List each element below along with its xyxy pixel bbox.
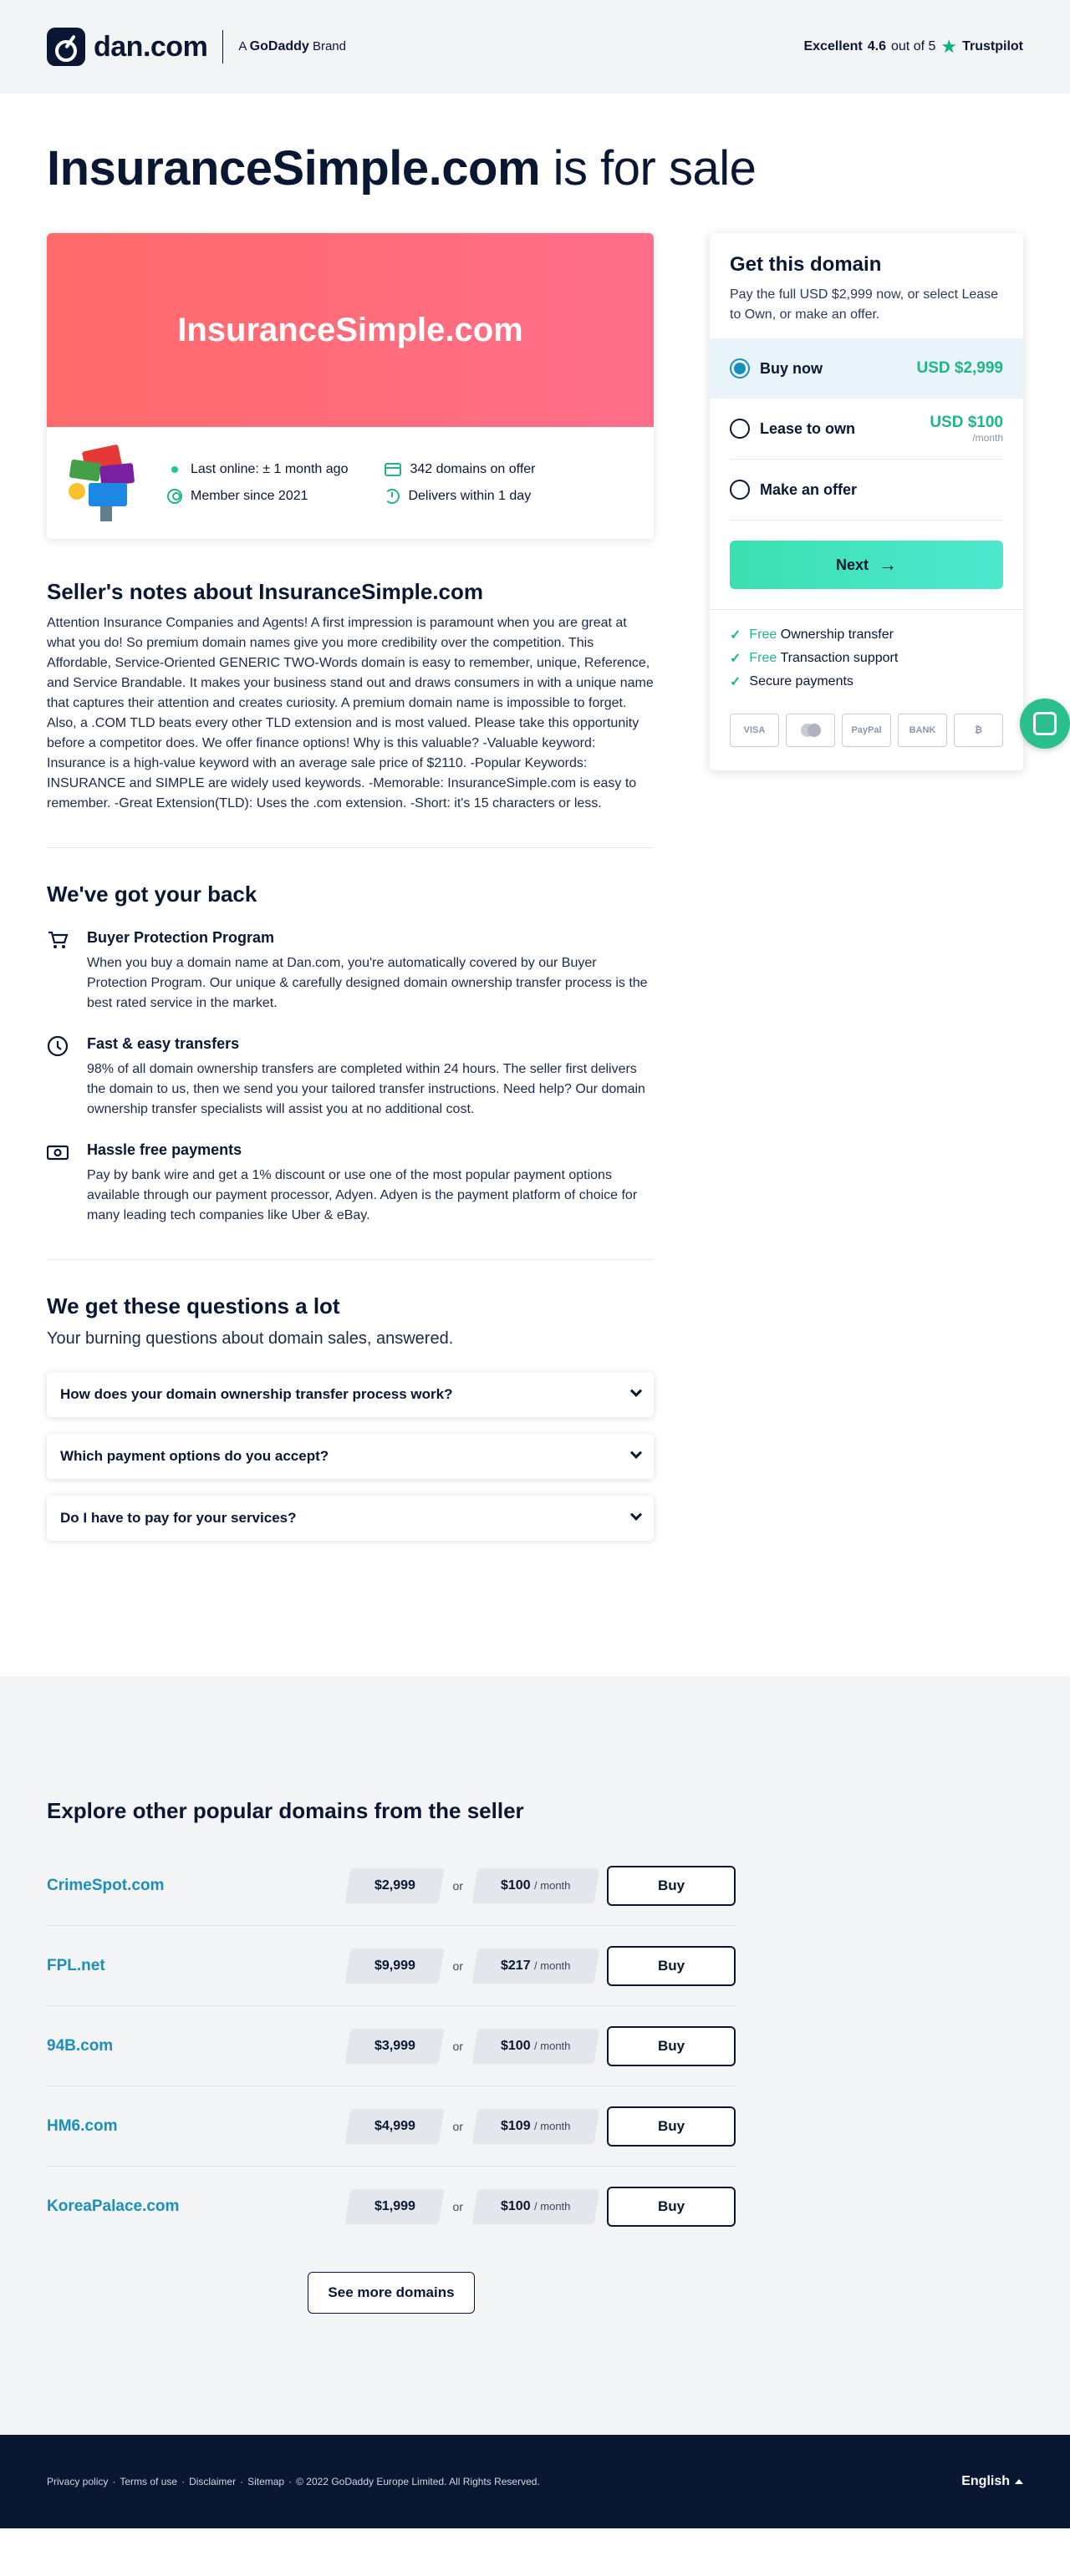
hassle-free-payments	[47, 1141, 654, 1226]
domain-row: CrimeSpot.com $2,999 or $100 / month Buy	[47, 1846, 736, 1926]
domains-on-offer[interactable]: 342 domains on offer	[385, 462, 535, 477]
back-item-title: Fast & easy transfers	[87, 1035, 240, 1052]
delivery-time: Delivers within 1 day	[385, 489, 535, 504]
lease-pill: $100 / month	[471, 2189, 599, 2224]
domain-row: FPL.net $9,999 or $217 / month Buy	[47, 1926, 736, 2006]
mastercard-icon	[786, 714, 835, 747]
buy-button[interactable]: Buy	[607, 2187, 736, 2227]
buybox-desc: Pay the full USD $2,999 now, or select Lease to Own, or make an offer.	[730, 287, 999, 322]
explore-section	[0, 1676, 1070, 2435]
divider	[47, 847, 654, 848]
buy-button[interactable]: Buy	[607, 2026, 736, 2066]
back-item-text: 98% of all domain ownership transfers are completed within 24 hours. The seller first delivers the domain to us, then we send you your tailored transfer instructions. Need help? Our domain ownership transfer specialists will assist you at no additional cost.	[87, 1062, 645, 1116]
seller-notes-body: Attention Insurance Companies and Agents! A first impression is paramount when you are great at what you do! So premium domain names give you more credibility over the competition. This Affordable, Service-Oriented GENERIC TWO-Words domain is easy to remember, unique, Reference, and Service Brandable. It makes your business stand out and draws consumers in with a unique name that captures their attention and creates curiosity. A premium domain name is impossible to forget. Also, a .COM TLD beats every other TLD extension and is most valued. Please take this opportunity before a competitor does. We offer finance options! Why is this valuable? -Valuable keyword: Insurance is a high-value keyword with an average sale price of $2110. -Popular Keywords: INSURANCE and SIMPLE are widely used keywords. -Memorable: InsuranceSimple.com is easy to remember. -Great Extension(TLD): Uses the .com extension. -Short: it's 15 characters or less.	[47, 616, 654, 810]
paypal-icon: PayPal	[842, 714, 891, 747]
buy-now-price: USD $2,999	[916, 359, 1003, 377]
domain-list	[47, 1846, 736, 2247]
check-icon: ✓	[730, 675, 741, 689]
footer-links: Privacy policy · Terms of use · Disclaimer · Sitemap · © 2022 GoDaddy Europe Limited. All Rights Reserved.	[47, 2476, 540, 2487]
brand-suffix: Brand	[312, 39, 346, 53]
cart-icon	[47, 929, 69, 951]
lease-price: USD $100 /month	[930, 414, 1003, 444]
lease-pill: $100 / month	[471, 1868, 599, 1903]
got-your-back	[47, 882, 654, 1226]
brand-a: A	[238, 39, 247, 53]
price-pill: $2,999	[344, 1868, 444, 1903]
money-icon	[47, 1141, 69, 1163]
last-online: Last online: ± 1 month ago	[167, 462, 348, 477]
brand-godaddy: GoDaddy	[249, 39, 309, 53]
buy-box	[710, 233, 1023, 770]
trust-label: Excellent	[803, 39, 863, 53]
trust-score: 4.6	[867, 39, 886, 53]
back-heading: We've got your back	[47, 882, 257, 907]
chevron-down-icon	[630, 1447, 642, 1459]
visa-icon: VISA	[730, 714, 779, 747]
domain-card	[47, 233, 654, 539]
copyright: © 2022 GoDaddy Europe Limited. All Rights Reserved.	[296, 2476, 540, 2487]
title-suffix: is for sale	[553, 141, 757, 196]
domain-link[interactable]: FPL.net	[47, 1956, 105, 1974]
language-selector[interactable]: English	[961, 2474, 1023, 2489]
benefit-item: ✓ Secure payments	[730, 674, 853, 689]
clock-icon	[47, 1035, 69, 1057]
clock-icon	[385, 489, 400, 504]
payment-icons	[710, 704, 1023, 770]
title-domain: InsuranceSimple.com	[47, 141, 541, 196]
faq-section	[47, 1293, 654, 1541]
domain-link[interactable]: KoreaPalace.com	[47, 2197, 180, 2215]
domain-link[interactable]: HM6.com	[47, 2116, 118, 2135]
price-pill: $9,999	[344, 1949, 444, 1984]
seller-logo	[67, 443, 147, 523]
user-icon	[167, 489, 182, 504]
radio[interactable]	[730, 480, 750, 500]
back-item-title: Hassle free payments	[87, 1141, 242, 1158]
fast-transfers	[47, 1035, 654, 1120]
logo-text: dan.com	[94, 30, 208, 63]
next-button[interactable]: Next →	[730, 541, 1003, 589]
domain-meta	[47, 427, 654, 539]
bitcoin-icon: ₿	[954, 714, 1003, 747]
domain-hero: InsuranceSimple.com	[47, 233, 654, 427]
faq-heading: We get these questions a lot	[47, 1293, 340, 1318]
faq-subheading: Your burning questions about domain sales, answered.	[47, 1329, 454, 1348]
domain-row: 94B.com $3,999 or $100 / month Buy	[47, 2006, 736, 2086]
radio[interactable]	[730, 419, 750, 439]
domain-link[interactable]: CrimeSpot.com	[47, 1876, 165, 1894]
benefit-item: ✓ Free Ownership transfer	[730, 627, 894, 643]
online-dot-icon	[167, 462, 182, 477]
brand-divider	[222, 30, 223, 64]
divider	[47, 1259, 654, 1260]
price-pill: $3,999	[344, 2029, 444, 2064]
member-since: Member since 2021	[167, 489, 348, 504]
back-item-title: Buyer Protection Program	[87, 929, 275, 946]
caret-up-icon	[1015, 2479, 1023, 2484]
back-item-text: Pay by bank wire and get a 1% discount or use one of the most popular payment options available through our payment processor, Adyen. Adyen is the payment platform of choice for many leading tech companies like Uber & eBay.	[87, 1168, 638, 1222]
trustpilot-name: Trustpilot	[962, 39, 1023, 53]
faq-item[interactable]: Do I have to pay for your services?	[47, 1496, 654, 1541]
buy-button[interactable]: Buy	[607, 2106, 736, 2147]
lease-pill: $100 / month	[471, 2029, 599, 2064]
dan-logo-icon	[47, 28, 85, 66]
back-item-text: When you buy a domain name at Dan.com, you're automatically covered by our Buyer Protection Program. Our unique & carefully designed domain ownership transfer process is the best rated service in the market.	[87, 956, 648, 1010]
trustpilot-star-icon: ★	[940, 36, 958, 57]
site-footer	[0, 2435, 1070, 2528]
benefit-item: ✓ Free Transaction support	[730, 651, 899, 666]
domain-link[interactable]: 94B.com	[47, 2036, 114, 2055]
trust-outof: out of 5	[891, 39, 936, 53]
lease-pill: $217 / month	[471, 1949, 599, 1984]
chat-icon[interactable]	[1020, 699, 1070, 749]
faq-item[interactable]: Which payment options do you accept?	[47, 1434, 654, 1479]
terms-link[interactable]: Terms of use	[120, 2476, 178, 2487]
lease-pill: $109 / month	[471, 2109, 599, 2144]
buy-button[interactable]: Buy	[607, 1866, 736, 1906]
buyer-protection	[47, 929, 654, 1014]
check-icon: ✓	[730, 628, 741, 643]
privacy-link[interactable]: Privacy policy	[47, 2476, 109, 2487]
option-make-offer[interactable]: Make an offer	[710, 460, 1023, 520]
trustpilot-rating[interactable]	[803, 36, 1023, 58]
explore-heading: Explore other popular domains from the seller	[47, 1798, 524, 1823]
disclaimer-link[interactable]: Disclaimer	[189, 2476, 237, 2487]
price-pill: $1,999	[344, 2189, 444, 2224]
faq-item[interactable]: How does your domain ownership transfer process work?	[47, 1372, 654, 1417]
seller-notes	[47, 579, 654, 814]
bank-icon: BANK	[898, 714, 947, 747]
option-lease[interactable]: Lease to own USD $100 /month	[710, 399, 1023, 459]
buy-button[interactable]: Buy	[607, 1946, 736, 1986]
domains-icon	[385, 463, 401, 476]
check-icon: ✓	[730, 652, 741, 666]
godaddy-brand	[238, 39, 346, 54]
see-more-domains-button[interactable]: See more domains	[308, 2272, 475, 2314]
page-title	[47, 94, 1023, 196]
seller-notes-heading: Seller's notes about InsuranceSimple.com	[47, 579, 484, 604]
chevron-down-icon	[630, 1509, 642, 1521]
chevron-down-icon	[630, 1385, 642, 1397]
buybox-heading: Get this domain	[730, 253, 882, 276]
radio-selected[interactable]	[730, 358, 750, 379]
sitemap-link[interactable]: Sitemap	[247, 2476, 285, 2487]
price-pill: $4,999	[344, 2109, 444, 2144]
arrow-right-icon: →	[879, 554, 897, 575]
brand[interactable]	[47, 28, 346, 66]
option-buy-now[interactable]: Buy now USD $2,999	[710, 338, 1023, 399]
benefits-list	[710, 610, 1023, 704]
site-header	[0, 0, 1070, 94]
domain-row: KoreaPalace.com $1,999 or $100 / month Buy	[47, 2167, 736, 2247]
domain-row: HM6.com $4,999 or $109 / month Buy	[47, 2086, 736, 2167]
